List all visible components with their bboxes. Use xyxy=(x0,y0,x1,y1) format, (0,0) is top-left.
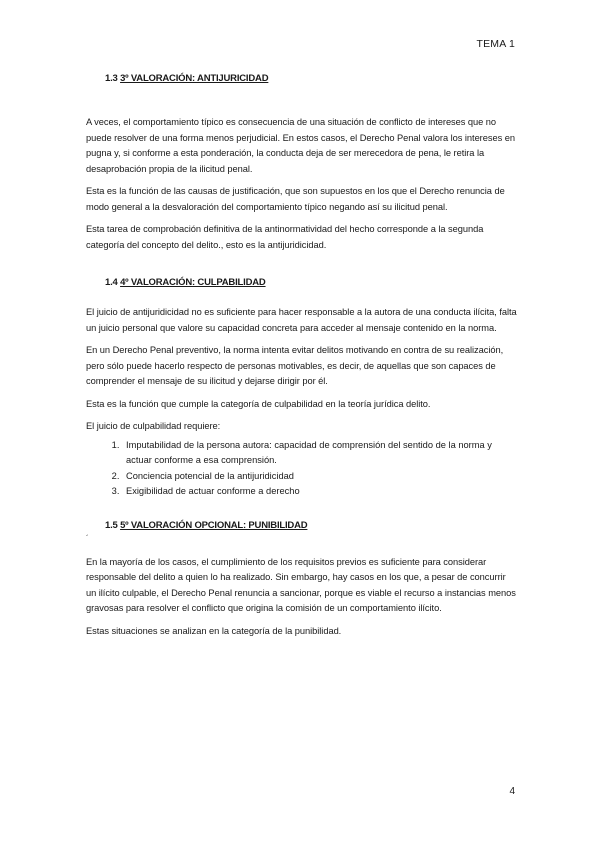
paragraph: A veces, el comportamiento típico es consecuencia de una situación de conflicto de intereses que no puede resolver de una forma menos perjudicial. En estos casos, el Derecho Penal valora los intereses en pugna y, si conforme a esta ponderación, la conducta deja de ser merecedora de pena, le retira la desaprobación propia de la ilicitud penal. xyxy=(86,117,515,174)
requirements-list xyxy=(86,438,518,500)
list-item: 2. Conciencia potencial de la antijuridicidad xyxy=(122,469,518,485)
page-content xyxy=(86,73,518,639)
list-item: 1. Imputabilidad de la persona autora: capacidad de comprensión del sentido de la norma y actuar conforme a esa comprensión. xyxy=(122,438,518,469)
section-title: 4º VALORACIÓN: CULPABILIDAD xyxy=(120,277,266,288)
paragraph: El juicio de antijuridicidad no es suficiente para hacer responsable a la autora de una conducta ilícita, falta un juicio personal que valore su capacidad concreta para acceder al mensaje contenido en la norma. xyxy=(86,307,517,333)
section-heading-1-5 xyxy=(105,520,518,531)
section-title: 3º VALORACIÓN: ANTIJURICIDAD xyxy=(120,73,269,84)
paragraph: En la mayoría de los casos, el cumplimiento de los requisitos previos es suficiente para considerar responsable del delito a quien lo ha realizado. Sin embargo, hay casos en los que, a pesar de concurrir un ilícito culpable, el Derecho Penal renuncia a sancionar, porque es viable el recurso a instancias menos gravosas para resolver el conflicto que origina la comisión de un comportamiento ilícito. xyxy=(86,556,516,613)
paragraph: El juicio de culpabilidad requiere: xyxy=(86,421,221,431)
section-title: 5º VALORACIÓN OPCIONAL: PUNIBILIDAD xyxy=(120,519,308,531)
paragraph: Esta tarea de comprobación definitiva de la antinormatividad del hecho corresponde a la segunda categoría del concepto del delito., esto es la antijuridicidad. xyxy=(86,224,484,250)
list-item: 3. Exigibilidad de actuar conforme a derecho xyxy=(122,484,518,500)
paragraph: Esta es la función que cumple la categoría de culpabilidad en la teoría jurídica delito. xyxy=(86,398,431,409)
section-number: 1.4 xyxy=(105,277,118,288)
section-number: 1.3 xyxy=(105,73,118,84)
stray-mark: ´ xyxy=(86,533,89,543)
paragraph: Esta es la función de las causas de justificación, que son supuestos en los que el Derecho renuncia de modo general a la desvaloración del comportamiento típico negando así su ilicitud penal. xyxy=(86,186,505,212)
section-number: 1.5 xyxy=(105,519,118,531)
page-number: 4 xyxy=(509,786,515,797)
section-heading-1-3 xyxy=(105,73,518,84)
paragraph: En un Derecho Penal preventivo, la norma intenta evitar delitos motivando en contra de su realización, pero sólo puede hacerlo respecto de personas motivables, es decir, de aquellas que son capaces de comprender el mensaje de su ilicitud y dejarse dirigir por él. xyxy=(86,345,504,386)
paragraph: Estas situaciones se analizan en la categoría de la punibilidad. xyxy=(86,625,342,636)
section-heading-1-4 xyxy=(105,277,518,288)
header-tema-label: TEMA 1 xyxy=(476,38,515,50)
